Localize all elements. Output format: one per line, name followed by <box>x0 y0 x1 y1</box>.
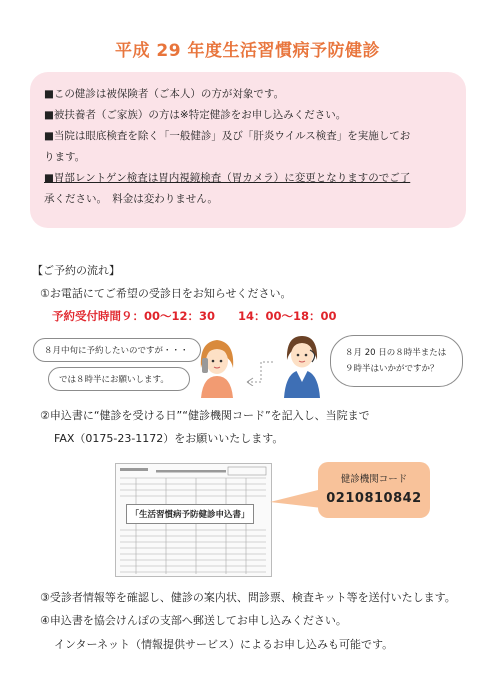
notice-line: ■この健診は被保険者（ご本人）の方が対象です。 <box>44 88 285 100</box>
step-2: ②申込書に“健診を受ける日”“健診機関コード”を記入し、当院まで <box>40 409 370 422</box>
staff-bubble-line: ９時半はいかがですか？ <box>345 364 439 374</box>
caller-bubble-2: では８時半にお願いします。 <box>48 367 190 391</box>
step-1: ①お電話にてご希望の受診日をお知らせください。 <box>40 287 292 300</box>
connection-arrow <box>243 356 279 386</box>
flow-heading: 【ご予約の流れ】 <box>32 264 120 277</box>
code-callout-pointer <box>268 488 324 512</box>
notice-box <box>30 72 466 228</box>
notice-line: ■被扶養者（ご家族）の方は※特定健診をお申し込みください。 <box>44 109 347 121</box>
institution-code-label: 健診機関コード <box>340 474 408 485</box>
staff-woman-illustration <box>278 330 326 398</box>
step-4: ④申込書を協会けんぽの支部へ郵送してお申し込みください。 <box>40 614 347 627</box>
page-title: 平成 29 年度生活習慣病予防健診 <box>115 41 380 61</box>
application-form-image <box>115 463 272 577</box>
notice-line: ■胃部レントゲン検査は胃内視鏡検査（胃カメラ）に変更となりますのでご了 <box>44 172 411 184</box>
caller-woman-illustration <box>193 334 241 398</box>
notice-line: ■当院は眼底検査を除く「一般健診」及び「肝炎ウイルス検査」を実施してお <box>44 130 411 142</box>
form-title-label: 「生活習慣病予防健診申込書」 <box>126 504 254 524</box>
reception-hours: 予約受付時間９：00～12：30 14：00～18：00 <box>52 309 337 323</box>
staff-bubble-line: ８月 20 日の８時半または <box>345 348 447 358</box>
institution-code-value: 0210810842 <box>326 491 422 506</box>
notice-line: 承ください。 料金は変わりません。 <box>44 193 218 205</box>
caller-bubble-1: ８月中旬に予約したいのですが・・・ <box>33 338 201 362</box>
notice-line: ります。 <box>44 151 86 163</box>
step-2-fax: FAX（0175-23-1172）をお願いいたします。 <box>54 432 284 445</box>
step-3: ③受診者情報等を確認し、健診の案内状、問診票、検査キット等を送付いたします。 <box>40 591 456 604</box>
institution-code-callout <box>318 462 430 518</box>
staff-bubble <box>330 335 463 387</box>
step-4-note: インターネット（情報提供サービス）によるお申し込みも可能です。 <box>54 638 394 651</box>
